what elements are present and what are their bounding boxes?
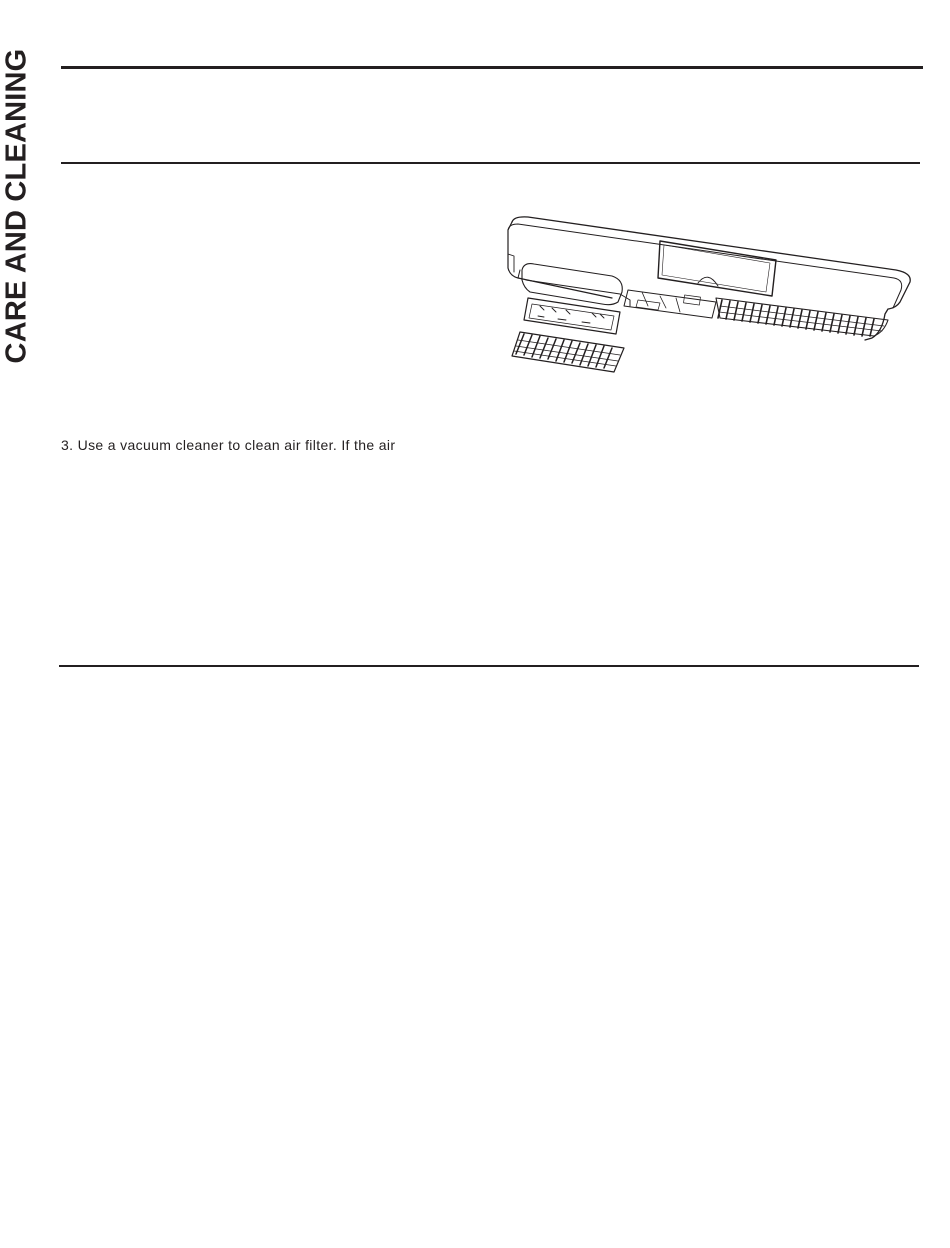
top-divider [61,66,923,69]
step-3-instruction: 3. Use a vacuum cleaner to clean air filter. If the air [61,437,396,453]
section-title-text: CARE AND CLEANING [0,48,33,364]
header-bottom-divider [61,162,920,164]
section-bottom-divider [59,665,919,667]
filter-frame [524,298,620,334]
filter-removal-illustration [500,210,920,380]
air-filter [512,332,624,372]
section-title [0,28,34,384]
